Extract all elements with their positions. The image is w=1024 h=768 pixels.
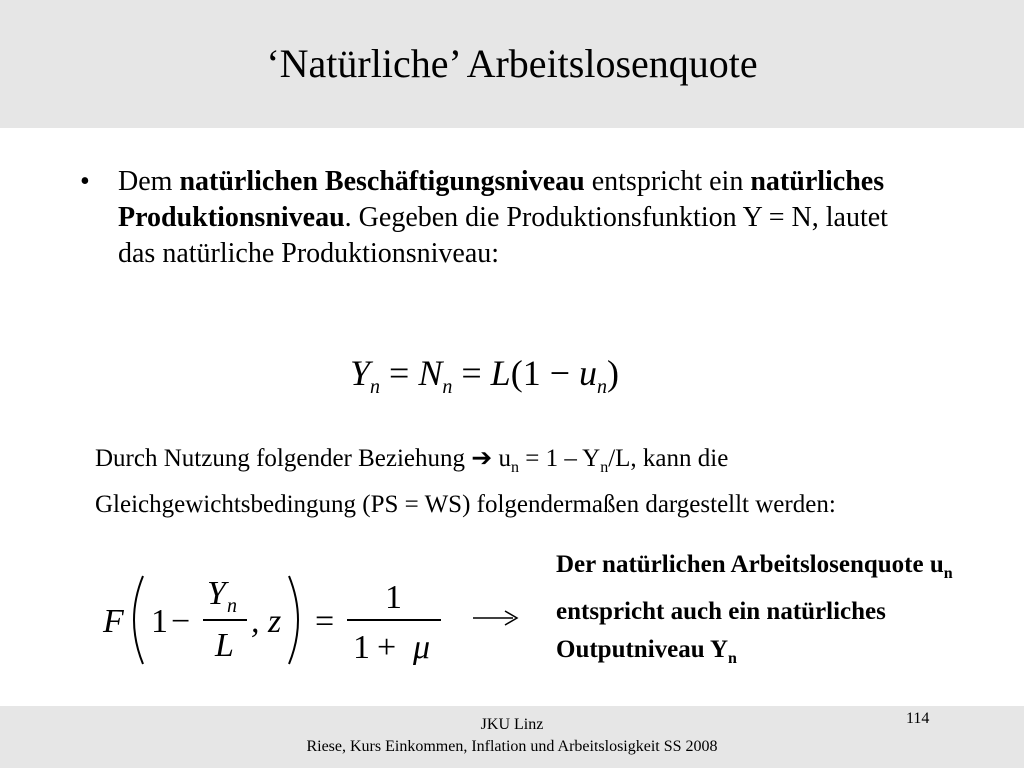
bullet-bold-1: natürlichen Beschäftigungsniveau <box>179 166 585 197</box>
bullet-text-3: . Gegeben die Produktionsfunktion Y = N, lautet das natürliche Produktionsniveau: <box>118 202 888 269</box>
para-text-4: /L, kann die Gleichgewichtsbedingung (PS = WS) folgendermaßen dargestellt werden: <box>95 445 836 518</box>
bullet-text-2: entspricht ein <box>584 166 751 197</box>
eq1-n: N <box>418 353 443 393</box>
eq1-equals-2: = <box>452 353 491 393</box>
equation-equilibrium <box>95 570 555 670</box>
explanation-paragraph <box>95 440 915 523</box>
bullet-bold-2: natürliches Produktionsniveau <box>118 166 885 233</box>
para-text-3: = 1 – Y <box>518 445 601 472</box>
eq1-l: L <box>490 353 511 393</box>
eq2-plus: + <box>377 629 397 666</box>
arrow-right-icon: ➔ <box>471 445 493 472</box>
equation-natural-output <box>350 352 619 399</box>
eq1-minus: − <box>540 353 580 393</box>
page-number: 114 <box>906 710 930 727</box>
bullet-icon: • <box>80 166 90 197</box>
eq2-den-one: 1 <box>353 629 370 666</box>
right-paren-icon <box>289 576 298 664</box>
eq2-y-sub: n <box>227 595 237 617</box>
note-sub-2: n <box>728 650 737 667</box>
eq2-f: F <box>103 603 124 640</box>
eq1-open: (1 <box>510 353 541 393</box>
eq1-u: u <box>579 353 598 393</box>
eq2-l: L <box>215 627 234 664</box>
para-sub-2: n <box>600 459 609 476</box>
para-text-1: Durch Nutzung folgender Beziehung <box>95 445 472 472</box>
slide-title: ‘Natürliche’ Arbeitslosenquote <box>266 41 758 86</box>
eq2-num: 1 <box>385 579 402 616</box>
para-sub-1: n <box>510 459 519 476</box>
eq2-comma-z: , z <box>251 603 282 640</box>
note-text-1: Der natürlichen Arbeitslosenquote u <box>556 551 944 578</box>
note-text-2: entspricht auch ein natürliches Outputniveau Y <box>556 598 886 663</box>
note-sub-1: n <box>943 565 953 582</box>
bold-note <box>556 546 1006 678</box>
equation-equilibrium-svg <box>95 570 555 670</box>
bullet-text <box>118 164 898 272</box>
eq1-y-sub: n <box>370 376 381 399</box>
left-paren-icon <box>134 576 143 664</box>
eq1-u-sub: n <box>597 376 608 399</box>
eq1-n-sub: n <box>442 376 453 399</box>
eq2-one: 1 <box>151 603 168 640</box>
eq2-mu: μ <box>413 629 431 666</box>
eq2-y: Y <box>207 575 226 612</box>
eq2-equals: = <box>315 603 335 640</box>
eq1-close: ) <box>607 353 620 393</box>
footer-institution: JKU Linz <box>480 716 544 733</box>
eq1-equals-1: = <box>380 353 419 393</box>
eq1-y: Y <box>350 353 371 393</box>
eq2-minus: − <box>171 603 191 640</box>
bullet-text-1: Dem <box>118 166 180 197</box>
footer-course: Riese, Kurs Einkommen, Inflation und Arbeitslosigkeit SS 2008 <box>306 738 718 755</box>
para-text-2: u <box>492 445 511 472</box>
